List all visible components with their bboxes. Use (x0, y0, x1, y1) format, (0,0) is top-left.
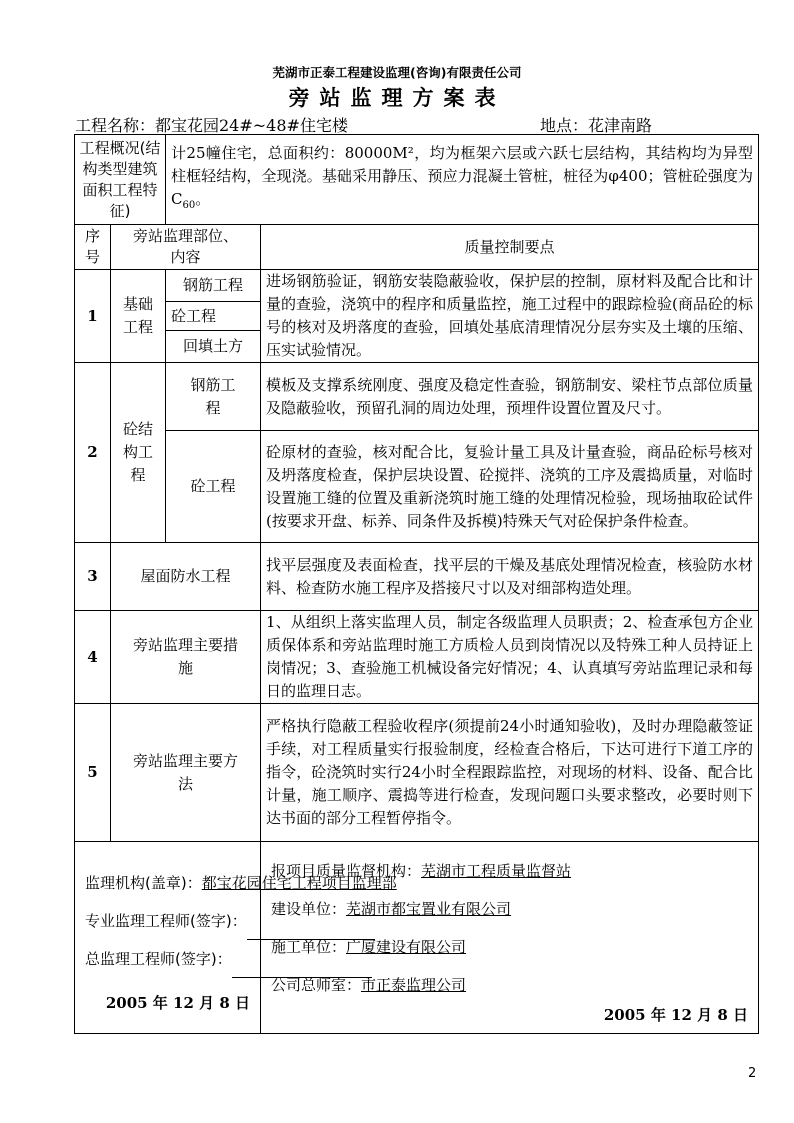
row3-no: 3 (75, 543, 111, 611)
authorities-date: 2005 年 12 月 8 日 (603, 1006, 749, 1024)
header-points: 质量控制要点 (261, 225, 759, 270)
signoff-row (75, 842, 759, 1034)
overview-text (166, 135, 759, 225)
project-location: 地点：花津南路 (540, 116, 653, 135)
supervision-date: 2005 年 12 月 8 日 (105, 994, 250, 1012)
row4-points: 1、从组织上落实监理人员，制定各级监理人员职责；2、检查承包方企业质保体系和旁站监理时施工方质检人员到岗情况以及特殊工种人员持证上岗情况；3、查验施工机械设备完好情况；4、认真填写旁站监理记录和每日的监理日志。 (261, 611, 759, 704)
row2-part: 砼结构工程 (111, 363, 166, 543)
chief-engineer-label: 总监理工程师(签字)： (85, 950, 232, 968)
overview-label: 工程概况(结构类型建筑面积工程特征) (75, 135, 166, 225)
row4-no: 4 (75, 611, 111, 704)
quality-station (271, 852, 748, 890)
chief-office-value: 市正泰监理公司 (361, 976, 467, 994)
row2-points: 砼原材的查验，核对配合比，复验计量工具及计量查验，商品砼标号核对及坍落度检查，保护层块设置、砼搅拌、浇筑的工序及震捣质量，对临时设置施工缝的位置及重新浇筑时施工缝的处理情况检验，现场抽取砼试件(按要求开盘、标养、同条件及拆模)特殊天气对砼保护条件检查。 (261, 431, 759, 543)
row2-subpart: 钢筋工程 (166, 363, 261, 431)
supervision-org-value: 都宝花园住宅工程项目监理部 (201, 874, 397, 892)
header-no: 序号 (75, 225, 111, 270)
specialist-engineer (85, 902, 250, 940)
company-name: 芜湖市正泰工程建设监理(咨询)有限责任公司 (272, 65, 522, 80)
builder-unit-value: 芜湖市都宝置业有限公司 (346, 900, 512, 918)
builder-unit (271, 890, 748, 928)
column-header-row (75, 225, 759, 270)
table-row (75, 431, 759, 543)
row3-part: 屋面防水工程 (111, 543, 261, 611)
form-title: 旁站监理方案表 (288, 85, 506, 110)
quality-station-value: 芜湖市工程质量监督站 (421, 862, 572, 880)
table-row (75, 704, 759, 842)
chief-engineer (85, 940, 250, 978)
page-number: 2 (748, 1066, 757, 1081)
supervision-org-label: 监理机构(盖章)： (85, 874, 202, 892)
table-row (75, 363, 759, 431)
row1-part: 基础工程 (111, 270, 166, 363)
row1-points: 进场钢筋验证，钢筋安装隐蔽验收，保护层的控制，原材料及配合比和计量的查验，浇筑中的程序和质量监控，施工过程中的跟踪检验(商品砼的标号的核对及坍落度的查验，回填处基底清理情况分层夯实及土壤的压缩、压实试验情况。 (261, 270, 759, 363)
contractor-unit-value: 广厦建设有限公司 (346, 938, 467, 956)
row1-subpart: 回填土方 (166, 331, 261, 363)
overview-row (75, 135, 759, 225)
header-part: 旁站监理部位、内容 (111, 225, 261, 270)
row3-points: 找平层强度及表面检查，找平层的干燥及基底处理情况检查，核验防水材料、检查防水施工程序及搭接尺寸以及对细部构造处理。 (261, 543, 759, 611)
builder-unit-label: 建设单位： (271, 900, 347, 918)
row5-no: 5 (75, 704, 111, 842)
row2-points: 模板及支撑系统刚度、强度及稳定性查验，钢筋制安、梁柱节点部位质量及隐蔽验收，预留孔洞的周边处理，预埋件设置位置及尺寸。 (261, 363, 759, 431)
row5-points: 严格执行隐蔽工程验收程序(须提前24小时通知验收)，及时办理隐蔽签证手续，对工程质量实行报验制度，经检查合格后，下达可进行下道工序的指令，砼浇筑时实行24小时全程跟踪监控，对现场的材料、设备、配合比计量，施工顺序、震捣等进行检查，发现问题口头要求整改，必要时则下达书面的部分工程暂停指令。 (261, 704, 759, 842)
signoff-authorities (261, 842, 759, 1034)
quality-station-label: 报项目质量监督机构： (271, 862, 422, 880)
specialist-engineer-label: 专业监理工程师(签字)： (85, 912, 247, 930)
row1-subpart: 钢筋工程 (166, 270, 261, 302)
project-name: 工程名称：都宝花园24#~48#住宅楼 (75, 116, 348, 135)
overview-text-sub: 60 (182, 200, 196, 211)
row1-no: 1 (75, 270, 111, 363)
row4-part: 旁站监理主要措施 (111, 611, 261, 704)
row1-subpart: 砼工程 (166, 302, 261, 331)
table-row (75, 543, 759, 611)
row5-part: 旁站监理主要方法 (111, 704, 261, 842)
contractor-unit-label: 施工单位： (271, 938, 347, 956)
overview-text-main: 计25幢住宅，总面积约：80000M²，均为框架六层或六跃七层结构，其结构均为异型柱框轻结构，全现浇。基础采用静压、预应力混凝土管桩，桩径为φ400；管桩砼强度为C (171, 144, 754, 208)
row2-subpart: 砼工程 (166, 431, 261, 543)
table-row (75, 611, 759, 704)
chief-office-label: 公司总师室： (271, 976, 362, 994)
supervision-plan-table (74, 134, 759, 1034)
contractor-unit (271, 928, 748, 966)
table-row (75, 270, 759, 302)
overview-text-end: 。 (195, 190, 211, 208)
chief-office (271, 966, 748, 1004)
row2-no: 2 (75, 363, 111, 543)
